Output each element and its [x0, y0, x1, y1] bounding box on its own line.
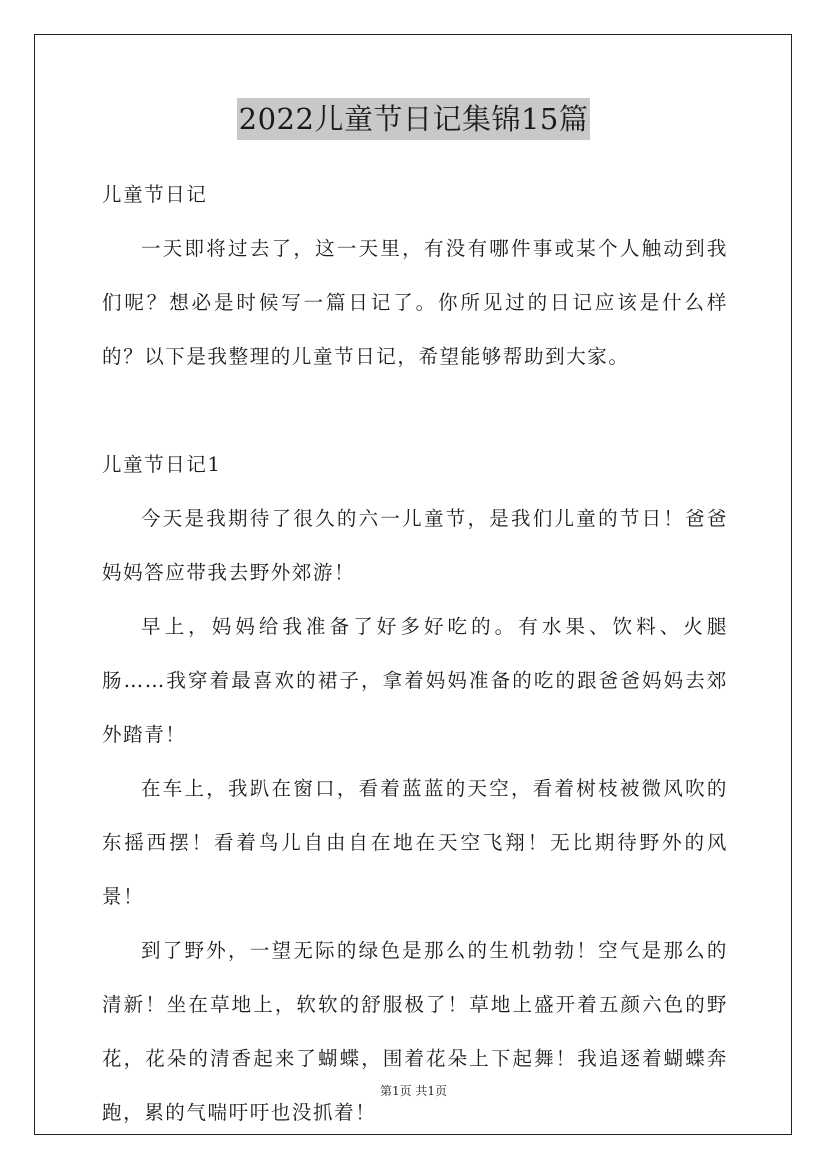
- intro-paragraph: 一天即将过去了，这一天里，有没有哪件事或某个人触动到我们呢？想必是时候写一篇日记了。你所见过的日记应该是什么样的？以下是我整理的儿童节日记，希望能够帮助到大家。: [102, 237, 728, 368]
- page-footer: 第1页 共1页: [379, 1084, 448, 1098]
- document-body: [102, 168, 728, 1140]
- intro-heading: 儿童节日记: [102, 183, 208, 206]
- section1-paragraph: 到了野外，一望无际的绿色是那么的生机勃勃！空气是那么的清新！坐在草地上，软软的舒服极了！草地上盛开着五颜六色的野花，花朵的清香起来了蝴蝶，围着花朵上下起舞！我追逐着蝴蝶奔跑，累的气喘吁吁也没抓着！: [102, 939, 728, 1124]
- section1-paragraph: 今天是我期待了很久的六一儿童节，是我们儿童的节日！爸爸妈妈答应带我去野外郊游！: [102, 507, 728, 584]
- document-title: 2022儿童节日记集锦15篇: [237, 98, 591, 140]
- section1-paragraph: 在车上，我趴在窗口，看着蓝蓝的天空，看着树枝被微风吹的东摇西摆！看着鸟儿自由自在地在天空飞翔！无比期待野外的风景！: [102, 777, 728, 908]
- section1-paragraph: 早上，妈妈给我准备了好多好吃的。有水果、饮料、火腿肠……我穿着最喜欢的裙子，拿着妈妈准备的吃的跟爸爸妈妈去郊外踏青！: [102, 615, 728, 746]
- section-spacer: [102, 384, 728, 438]
- title-container: [0, 98, 827, 140]
- section1-heading: 儿童节日记1: [102, 453, 222, 476]
